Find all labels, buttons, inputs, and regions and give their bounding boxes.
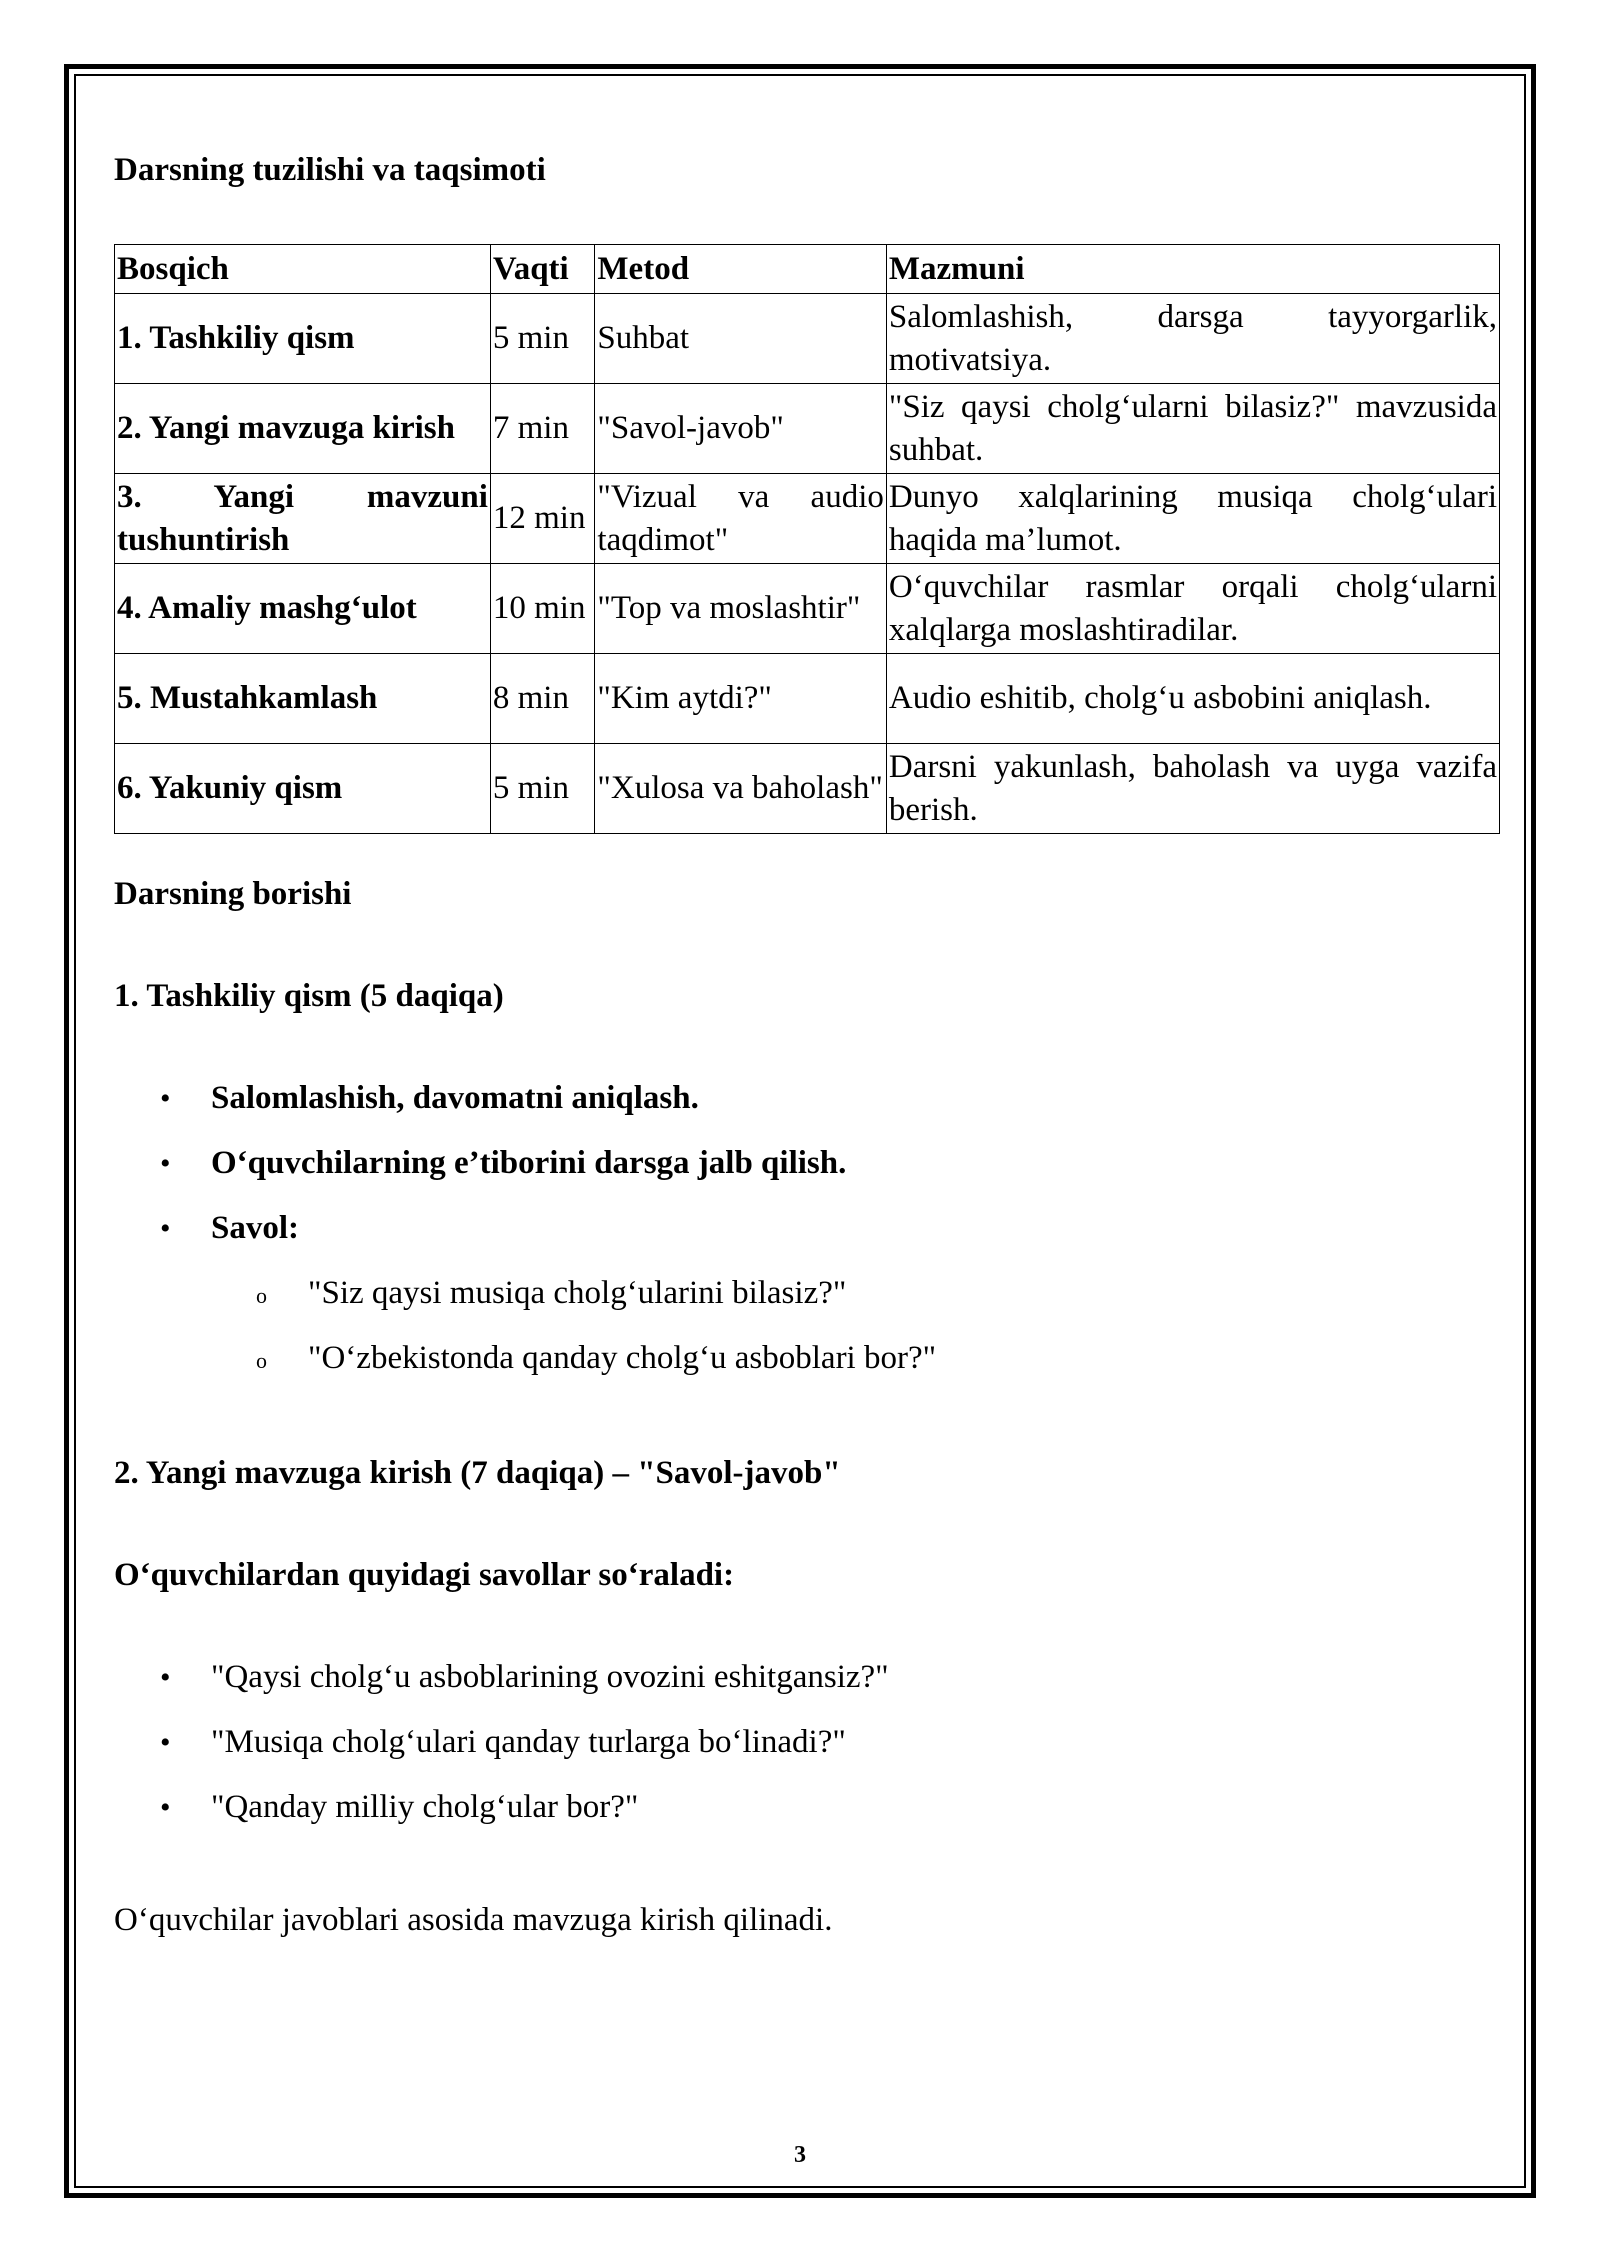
list-item: • Salomlashish, davomatni aniqlash. [114,1066,1499,1131]
question-sublist [211,1261,1499,1391]
list-item: • "Qaysi cholg‘u asboblarining ovozini eshitgansiz?" [114,1645,1499,1710]
time-cell: 8 min [490,654,595,744]
stage-cell: 2. Yangi mavzuga kirish [115,384,491,474]
table-row [115,384,1500,474]
list-item: • O‘quvchilarning e’tiborini darsga jalb qilish. [114,1131,1499,1196]
bullet-icon: • [160,1661,171,1694]
stage-cell: 3. Yangi mavzuni tushuntirish [115,474,491,564]
borishi-heading: Darsning borishi [114,876,352,912]
bullet-icon: • [160,1726,171,1759]
time-cell: 5 min [490,744,595,834]
circle-bullet-icon: o [256,1348,267,1373]
stage-cell: 1. Tashkiliy qism [115,294,491,384]
method-cell: "Top va moslashtir" [595,564,886,654]
content-cell: Dunyo xalqlarining musiqa cholg‘ulari haqida ma’lumot. [886,474,1499,564]
bullet-icon: • [160,1212,171,1245]
table-row [115,564,1500,654]
circle-bullet-icon: o [256,1283,267,1308]
content-cell: Salomlashish, darsga tayyorgarlik, motivatsiya. [886,294,1499,384]
table-row [115,744,1500,834]
table-row [115,474,1500,564]
part2-heading: 2. Yangi mavzuga kirish (7 daqiqa) – "Savol-javob" [114,1455,841,1491]
method-cell: "Kim aytdi?" [595,654,886,744]
time-cell: 12 min [490,474,595,564]
list-item: • "Musiqa cholg‘ulari qanday turlarga bo‘linadi?" [114,1710,1499,1775]
table-row [115,654,1500,744]
content-cell: Audio eshitib, cholg‘u asbobini aniqlash. [886,654,1499,744]
method-cell: "Xulosa va baholash" [595,744,886,834]
part2-bullet-list [114,1645,1499,1840]
bullet-icon: • [160,1147,171,1180]
section-title: Darsning tuzilishi va taqsimoti [114,152,546,188]
content-cell: O‘quvchilar rasmlar orqali cholg‘ularni xalqlarga moslashtiradilar. [886,564,1499,654]
header-time: Vaqti [490,245,595,294]
list-item: • "Qanday milliy cholg‘ular bor?" [114,1775,1499,1840]
table-header-row [115,245,1500,294]
stage-cell: 4. Amaliy mashg‘ulot [115,564,491,654]
page-number: 3 [794,2142,806,2168]
content-cell: Darsni yakunlash, baholash va uyga vazifa berish. [886,744,1499,834]
part2-conclusion: O‘quvchilar javoblari asosida mavzuga kirish qilinadi. [114,1902,833,1938]
list-item: o "O‘zbekistonda qanday cholg‘u asboblari bor?" [211,1326,1499,1391]
part1-heading: 1. Tashkiliy qism (5 daqiqa) [114,978,504,1014]
list-item: • Savol: o "Siz qaysi musiqa cholg‘ularini bilasiz?" o "O‘zbekistonda qanday cholg‘u asboblari bor?" [114,1196,1499,1391]
method-cell: "Vizual va audio taqdimot" [595,474,886,564]
time-cell: 5 min [490,294,595,384]
bullet-icon: • [160,1791,171,1824]
method-cell: Suhbat [595,294,886,384]
method-cell: "Savol-javob" [595,384,886,474]
content-cell: "Siz qaysi cholg‘ularni bilasiz?" mavzusida suhbat. [886,384,1499,474]
header-stage: Bosqich [115,245,491,294]
time-cell: 10 min [490,564,595,654]
table-row [115,294,1500,384]
stage-cell: 5. Mustahkamlash [115,654,491,744]
header-method: Metod [595,245,886,294]
bullet-icon: • [160,1082,171,1115]
part1-bullet-list [114,1066,1499,1391]
header-content: Mazmuni [886,245,1499,294]
time-cell: 7 min [490,384,595,474]
list-item: o "Siz qaysi musiqa cholg‘ularini bilasiz?" [211,1261,1499,1326]
stage-cell: 6. Yakuniy qism [115,744,491,834]
part2-subheading: O‘quvchilardan quyidagi savollar so‘raladi: [114,1557,735,1593]
lesson-plan-table [114,244,1500,834]
page-content [114,150,1499,1940]
